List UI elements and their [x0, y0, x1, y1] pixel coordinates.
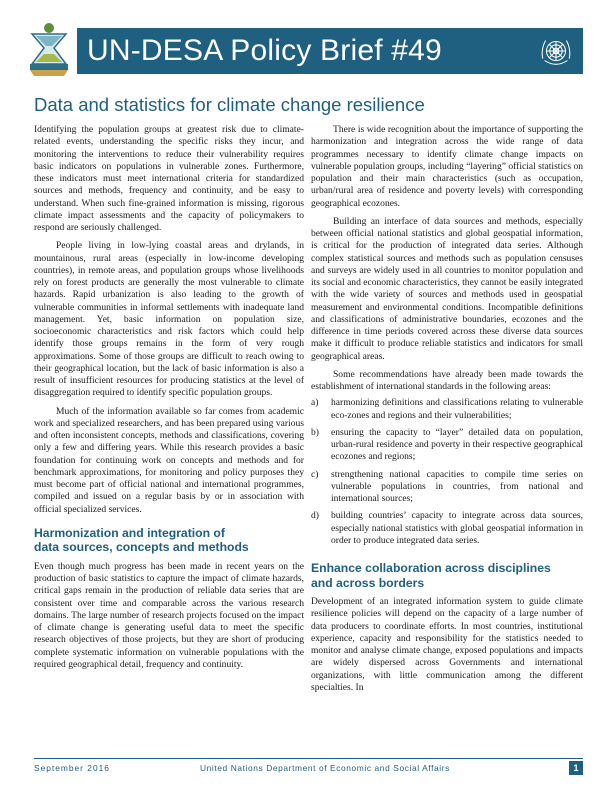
left-column	[34, 124, 304, 671]
paragraph: Some recommendations have already been made towards the establishment of international standards in the following areas:	[311, 368, 583, 392]
right-column	[311, 124, 583, 694]
document-title: Data and statistics for climate change resilience	[34, 94, 425, 115]
list-item: c) strengthening national capacities to compile time series on vulnerable populations in countries, from national and international sources;	[311, 468, 583, 504]
paragraph: Identifying the population groups at greatest risk due to climate-related events, understanding the specific risks they incur, and monitoring the interventions to reduce their vulnerability requires basic indicators on populations in vulnerable zones. Furthermore, these indicators must meet international criteria for standardized sources and methods, frequency and continuity, and be easy to understand. When such fine-grained information is missing, rigorous climate impact assessments and the capacity of policymakers to respond are seriously challenged.	[34, 124, 304, 233]
paragraph: There is wide recognition about the importance of supporting the harmonization and integration across the wide range of data programmes necessary to identify climate change impacts on vulnerable population groups, including “layering” official statistics on population and their main characteristics (such as occupation, urban/rural area of residence and poverty levels) with corresponding geographical ecozones.	[311, 124, 583, 209]
recommendation-list	[311, 397, 583, 547]
paragraph: Building an interface of data sources and methods, especially between official national statistics and global geospatial information, is critical for the production of integrated data series. Although complex statistical sources and methods such as population censuses and surveys are widely used in all countries to monitor population and its social and economic characteristics, they cannot be easily integrated with the wide variety of sources and methods used in geospatial measurement and environmental conditions. Incompatible definitions and classifications of administrative boundaries, ecozones and the difference in time periods covered across these diverse data sources make it difficult to produce reliable statistics and indicators for small geographical areas.	[311, 215, 583, 362]
un-emblem-icon	[537, 32, 575, 70]
paragraph: Much of the information available so far comes from academic work and specialized researchers, and has been prepared using various and often inconsistent concepts, methods and classifications, covering only a few and differing years. While this research provides a basic foundation for continuing work on concepts and methods and for benchmark approximations, for monitoring and policy purposes they must become part of official national and international programmes, compiled and issued on a regular basis by or in association with official specialized services.	[34, 405, 304, 515]
list-item: d) building countries’ capacity to integrate across data sources, especially national statistics with global geospatial information in order to produce integrated data series.	[311, 510, 583, 546]
paragraph: People living in low-lying coastal areas and drylands, in mountainous, rural areas (especially in low-income developing countries), in remote areas, and population groups whose livelihoods rely on forest products are generally the most vulnerable to climate hazards. Rapid urbanization is also leading to the growth of vulnerable communities in informal settlements with inadequate land management. Yet, basic information on population size, socioeconomic characteristics and risk factors which could help identify those groups remains in the form of very rough approximations. Some of those groups are difficult to reach owing to their geographical location, but the lack of basic information is also a result of insufficient resources for producing statistics at the level of disaggregation required to identify specific population groups.	[34, 240, 304, 399]
list-item: a) harmonizing definitions and classifications relating to vulnerable eco-zones and regions and their vulnerabilities;	[311, 397, 583, 421]
page-number: 1	[569, 761, 583, 775]
header-band	[77, 28, 583, 74]
publication-title: UN-DESA Policy Brief #49	[87, 34, 442, 67]
organization-name: United Nations Department of Economic and Social Affairs	[200, 763, 450, 773]
list-item: b) ensuring the capacity to “layer” detailed data on population, urban-rural residence and poverty in their respective geographical ecozones and regions;	[311, 426, 583, 463]
publication-date: September 2016	[34, 763, 110, 773]
page-footer	[34, 758, 583, 775]
desa-hourglass-logo	[24, 18, 74, 78]
section-heading-collaboration: Enhance collaboration across disciplines and across borders	[311, 561, 551, 590]
section-heading-harmonization: Harmonization and integration of data sources, concepts and methods	[34, 525, 249, 555]
paragraph: Development of an integrated information system to guide climate resilience policies will depend on the capacity of a large number of data producers to coordinate efforts. In most countries, institutional experience, capacity and responsibility for the statistics needed to monitor and analyse climate change, exposed populations and impacts are widely dispersed across Governments and international organizations, with little communication among the different specialties. In	[311, 596, 583, 693]
paragraph: Even though much progress has been made in recent years on the production of basic statistics to capture the impact of climate hazards, critical gaps remain in the production of reliable data series that are consistent over time and comparable across the various research domains. The large number of research projects focused on the impact of climate change is generating useful data to meet the specific research objectives of those projects, but they are short of producing complete systematic information on vulnerable populations with the required geographical detail, frequency and continuity.	[34, 560, 304, 670]
